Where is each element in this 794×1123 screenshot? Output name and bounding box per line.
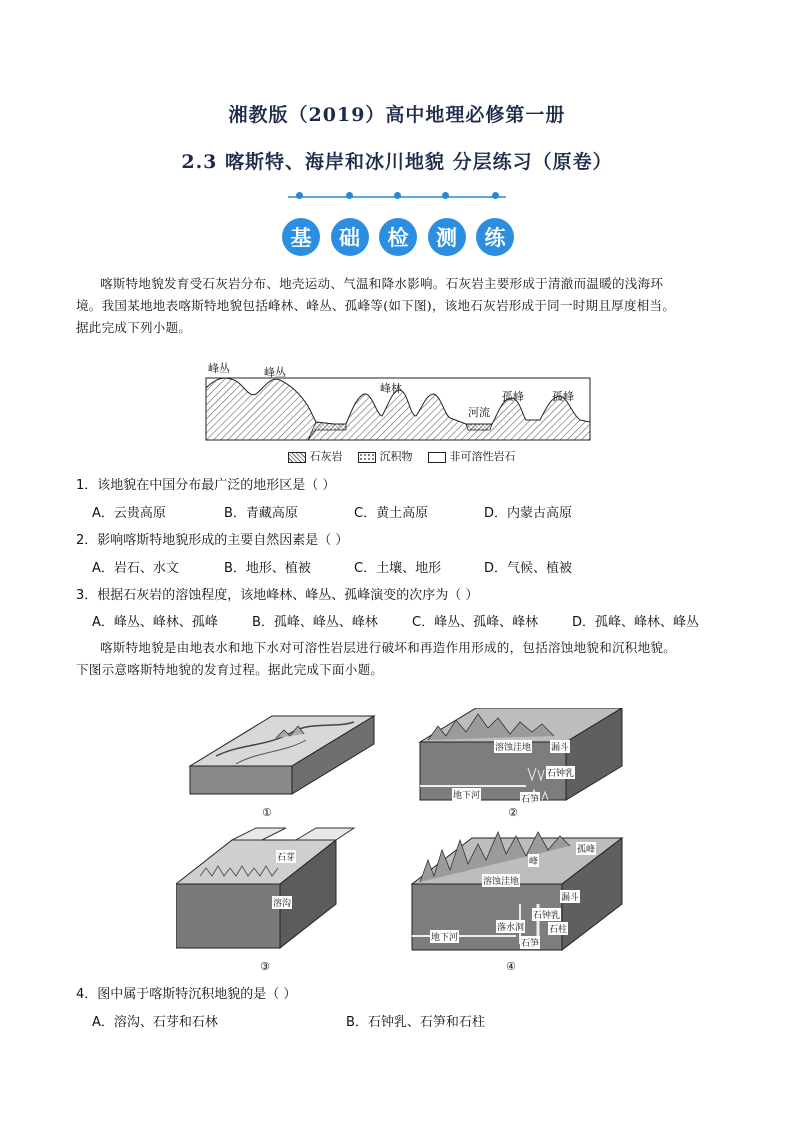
passage-line: 下图示意喀斯特地貌的发育过程。据此完成下面小题。: [76, 662, 384, 677]
label-fengcong: 峰丛: [264, 366, 286, 379]
legend-insoluble: 非可溶性岩石: [449, 450, 516, 463]
passage-1: [76, 273, 736, 339]
label-fenglin: 峰林: [380, 382, 402, 395]
document-title: 湘教版（2019）高中地理必修第一册: [228, 104, 566, 126]
decoration-dot: [394, 192, 401, 199]
question-4: 4．图中属于喀斯特沉积地貌的是（ ）: [76, 987, 297, 1002]
legend-limestone-swatch: [288, 452, 306, 463]
option[interactable]: B．青藏高原: [224, 506, 298, 521]
option[interactable]: B．地形、植被: [224, 561, 311, 576]
label-feng: 峰: [528, 854, 539, 867]
legend-sediment: 沉积物: [379, 450, 413, 463]
label-shizhongru-4: 石钟乳: [532, 908, 561, 921]
label-shizhu: 石柱: [548, 922, 568, 935]
option[interactable]: A．云贵高原: [92, 506, 166, 521]
question-1: 1．该地貌在中国分布最广泛的地形区是（ ）: [76, 478, 336, 493]
label-gufeng: 孤峰: [552, 390, 574, 403]
label-ronggou: 溶沟: [272, 896, 292, 909]
label-shisun-4: 石笋: [520, 936, 540, 949]
badge-char: 检: [379, 218, 417, 256]
passage-2: [76, 637, 736, 681]
karst-development-figure: [176, 708, 636, 982]
label-rongshi-wadi: 溶蚀洼地: [494, 740, 532, 753]
label-rongshi-wadi-4: 溶蚀洼地: [482, 874, 520, 887]
option[interactable]: A．溶沟、石芽和石林: [92, 1015, 218, 1030]
passage-line: 喀斯特地貌是由地表水和地下水对可溶性岩层进行破坏和再造作用形成的，包括溶蚀地貌和沉积地貌。: [100, 640, 677, 655]
caption-4: ④: [506, 960, 516, 973]
option[interactable]: C．峰丛、孤峰、峰林: [412, 615, 539, 630]
badge-char: 基: [282, 218, 320, 256]
decoration-dot: [442, 192, 449, 199]
badge-char: 础: [331, 218, 369, 256]
section-badge: [282, 218, 514, 258]
question-2: 2．影响喀斯特地貌形成的主要自然因素是（ ）: [76, 533, 349, 548]
label-shizhongru: 石钟乳: [546, 766, 575, 779]
option[interactable]: C．土壤、地形: [354, 561, 442, 576]
option[interactable]: B．石钟乳、石笋和石柱: [346, 1015, 485, 1030]
label-luoshuidong: 落水洞: [496, 920, 525, 933]
label-loudou: 漏斗: [550, 740, 570, 753]
decoration-dot: [346, 192, 353, 199]
decoration-dot: [296, 192, 303, 199]
karst-profile-figure: [196, 358, 596, 472]
legend-sediment-swatch: [358, 452, 376, 463]
label-dixiahe-4: 地下河: [430, 930, 459, 943]
document-subtitle: 2.3 喀斯特、海岸和冰川地貌 分层练习（原卷）: [181, 151, 613, 173]
label-loudou-4: 漏斗: [560, 890, 580, 903]
badge-char: 练: [476, 218, 514, 256]
label-shisun: 石笋: [520, 792, 540, 805]
label-gufeng: 孤峰: [502, 390, 524, 403]
option[interactable]: A．峰丛、峰林、孤峰: [92, 615, 218, 630]
option[interactable]: D．气候、植被: [484, 561, 573, 576]
caption-3: ③: [260, 960, 270, 973]
label-gufeng-4: 孤峰: [576, 842, 596, 855]
label-shiya: 石芽: [276, 850, 296, 863]
legend-limestone: 石灰岩: [309, 450, 343, 463]
question-3: 3．根据石灰岩的溶蚀程度，该地峰林、峰丛、孤峰演变的次序为（ ）: [76, 588, 479, 603]
block-diagram-2: [420, 708, 622, 800]
figure1-legend: [288, 448, 608, 462]
option[interactable]: A．岩石、水文: [92, 561, 179, 576]
passage-line: 境。我国某地地表喀斯特地貌包括峰林、峰丛、孤峰等(如下图)，该地石灰岩形成于同一时期且厚度相当。: [76, 298, 676, 313]
badge-char: 测: [428, 218, 466, 256]
label-fengcong: 峰丛: [208, 362, 230, 375]
caption-2: ②: [508, 806, 518, 819]
passage-line: 据此完成下列小题。: [76, 320, 192, 335]
option[interactable]: D．孤峰、峰林、峰丛: [572, 615, 700, 630]
label-dixiahe: 地下河: [452, 788, 481, 801]
caption-1: ①: [262, 806, 272, 819]
title-decoration: [288, 192, 506, 202]
passage-line: 喀斯特地貌发育受石灰岩分布、地壳运动、气温和降水影响。石灰岩主要形成于清澈而温暖的浅海环: [100, 276, 664, 291]
label-heliu: 河流: [468, 406, 490, 419]
decoration-dot: [492, 192, 499, 199]
block-diagram-3: [176, 828, 354, 948]
option[interactable]: B．孤峰、峰丛、峰林: [252, 615, 378, 630]
option[interactable]: D．内蒙古高原: [484, 506, 573, 521]
legend-insoluble-swatch: [428, 452, 446, 463]
block-diagram-1: [190, 716, 374, 794]
option[interactable]: C．黄土高原: [354, 506, 429, 521]
